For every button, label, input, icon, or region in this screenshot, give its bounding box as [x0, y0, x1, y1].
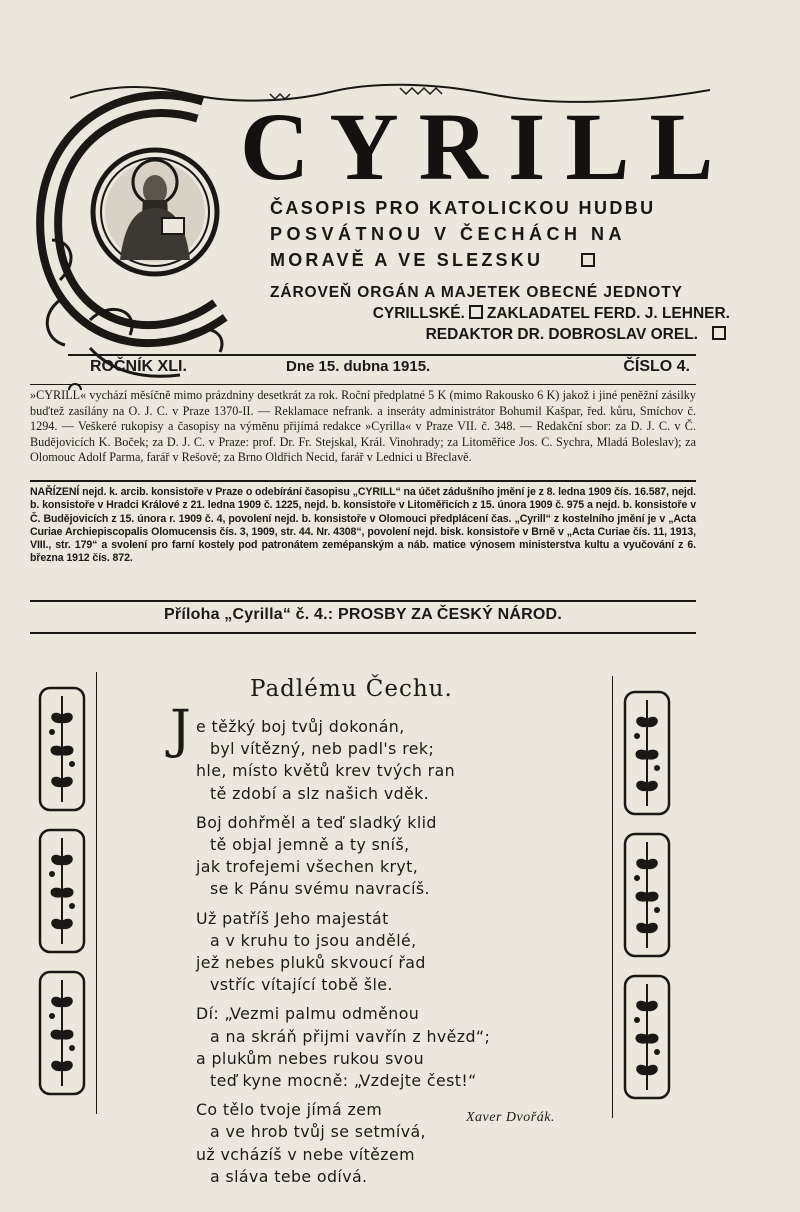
consistory-decree: NAŘÍZENÍ nejd. k. arcib. konsistoře v Praze o odebírání časopisu „CYRILL“ na účet zádušního jmění je z 8. ledna 1909 čís. 16.587, nejd. b. konsistoře v Hradci Králové z 21. ledna 1909 č. 1225, nejd. b. konsistoře v Litoměřicích z 15. února 1909 č. 975 a nejd. b. konsistoře v Č. Budějovicích z 15. února r. 1909 č. 4, povolení nejd. b. konsistoře v Olomouci předplácení čas. „Cyrill“ z kostelního jmění je v „Acta Curiae Archiepiscopalis Olomucensis čís. 3, 1909, str. 44. Nr. 4308“, povolení nejd. bisk. konsistoře v Brně v „Acta Curiae čís. 11, 1913, VIII., str. 179“ a svolení pro farní kostely pod patronátem zemépanským a náb. matice výnosem ministerstva kultu a vyučování z 6. března 1912 čís. 872.: [30, 486, 696, 565]
stanza: [196, 1003, 596, 1092]
stanza: [196, 908, 596, 997]
owner-line-1: ZÁROVEŇ ORGÁN A MAJETEK OBECNÉ JEDNOTY: [270, 284, 683, 301]
divider-rule: [30, 600, 696, 602]
square-ornament-icon: [712, 326, 726, 340]
journal-title: CYRILL: [240, 93, 734, 200]
floral-ornament-icon: [38, 686, 86, 812]
subtitle-line-3-text: MORAVĚ A VE SLEZSKU: [270, 250, 544, 270]
issue-info: [90, 358, 690, 380]
poem-line: jež nebes pluků skvoucí řad: [196, 953, 426, 973]
founder-text: ZAKLADATEL FERD. J. LEHNER.: [486, 305, 730, 322]
subscription-info: »CYRILL« vychází měsíčně mimo prázdniny desetkrát za rok. Roční předplatné 5 K (mimo Rakousko 6 K) jakož i jiné peněžní zásilky buďtež zasílány na O. J. C. v Praze 1370-II. — Reklamace nefrank. a inseráty administrátor Bohumil Kašpar, řed. kůru, Smíchov č. 1294. — Veškeré rukopisy a časopisy na výměnu přijímá redakce »Cyrilla« v Praze VII. č. 348. — Redakční sbor: za D. J. C. v Č. Budějovicích K. Boček; za D. J. C. v Praze: prof. Dr. Fr. Stejskal, Král. Vinohrady; za Litoměřice Jos. C. Sychra, Mladá Boleslav); za Olomouc Adolf Parma, farář v Rešově; za Brno Oldřich Necid, farář v Lednici u Břeclavě.: [30, 388, 696, 465]
poem-line: se k Pánu svému navracíš.: [210, 879, 430, 899]
editor-text: REDAKTOR DR. DOBROSLAV OREL.: [425, 326, 698, 343]
poem-line: a plukům nebes rukou svou: [196, 1048, 424, 1068]
saint-cyril-medallion-logo: [30, 90, 260, 390]
poem-line: hle, místo květů krev tvých ran: [196, 761, 456, 781]
square-ornament-icon: [581, 253, 595, 267]
owner-line-2a: CYRILLSKÉ.: [372, 305, 465, 322]
poem-line: e těžký boj tvůj dokonán,: [196, 717, 405, 736]
issue-date: Dne 15. dubna 1915.: [286, 358, 431, 375]
poem-line: jak trofejemi všechen kryt,: [196, 857, 419, 877]
poem-author: Xaver Dvořák.: [466, 1110, 555, 1125]
poem-line: a na skráň přijmi vavřín z hvězd“;: [210, 1026, 491, 1046]
stanza: [196, 812, 596, 901]
poem-line: byl vítězný, neb padl's rek;: [210, 739, 435, 759]
poem-line: a sláva tebe odívá.: [210, 1166, 368, 1186]
poem-line: Dí: „Vezmi palmu odměnou: [196, 1004, 420, 1024]
poem-line: Boj dohřměl a teď sladký klid: [196, 812, 437, 832]
poem-line: a ve hrob tvůj se setmívá,: [210, 1122, 426, 1142]
subtitle-line-2: POSVÁTNOU V ČECHÁCH NA: [270, 224, 627, 244]
owner-info: [270, 282, 730, 345]
floral-ornament-icon: [623, 690, 671, 816]
owner-line-3: [270, 324, 730, 345]
divider-rule: [30, 480, 696, 482]
poem-title: Padlému Čechu.: [250, 676, 453, 702]
issue-rule-top: [68, 354, 696, 356]
poem-line: tě objal jemně a ty sníš,: [210, 835, 410, 855]
poem-line: vstříc vítající tobě šle.: [210, 975, 393, 995]
left-ornament-column: [34, 672, 97, 1114]
divider-rule: [30, 632, 696, 634]
subtitle-line-1: ČASOPIS PRO KATOLICKOU HUDBU: [270, 198, 656, 218]
journal-subtitle: [270, 195, 730, 273]
issue-number: ČÍSLO 4.: [623, 358, 690, 375]
right-ornament-column: [612, 676, 675, 1118]
floral-ornament-icon: [623, 974, 671, 1100]
square-ornament-icon: [469, 305, 483, 319]
poem-line: Co tělo tvoje jímá zem: [196, 1100, 383, 1120]
poem-line: teď kyne mocně: „Vzdejte čest!“: [210, 1071, 477, 1091]
floral-ornament-icon: [38, 970, 86, 1096]
subtitle-line-3: [270, 247, 730, 273]
poem-line: Už patříš Jeho majestát: [196, 908, 389, 928]
poem-drop-cap: J: [170, 700, 191, 760]
volume-label: ROČNÍK XLI.: [90, 358, 187, 375]
floral-ornament-icon: [623, 832, 671, 958]
stanza: [196, 716, 596, 805]
supplement-heading: Příloha „Cyrilla“ č. 4.: PROSBY ZA ČESKÝ NÁROD.: [164, 606, 562, 623]
owner-line-2: [270, 303, 730, 324]
masthead: [30, 80, 770, 380]
poem-line: už vcházíš v nebe vítězem: [196, 1144, 415, 1164]
issue-rule-bottom: [30, 384, 696, 385]
floral-ornament-icon: [38, 828, 86, 954]
poem-line: a v kruhu to jsou andělé,: [210, 930, 417, 950]
poem-line: tě zdobí a slz našich vděk.: [210, 783, 430, 803]
